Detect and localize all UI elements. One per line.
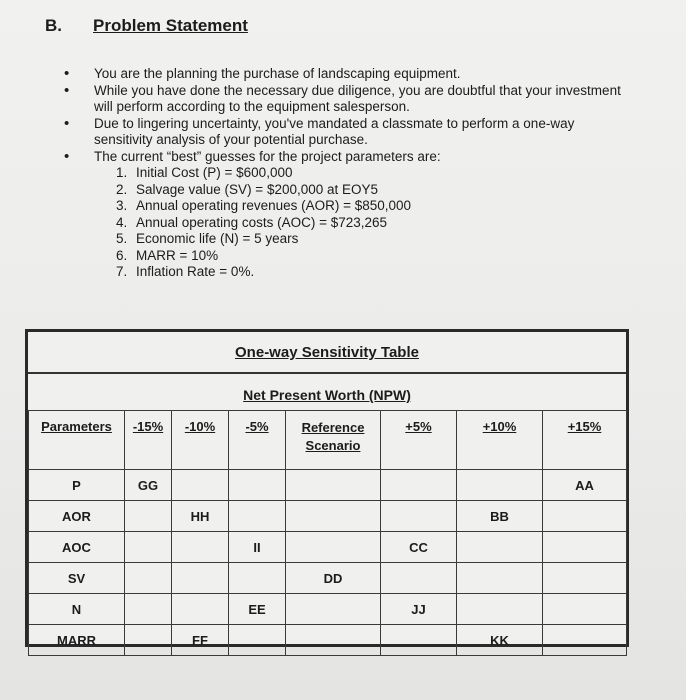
table-row <box>29 501 627 532</box>
table-cell: GG <box>125 470 172 501</box>
table-cell <box>381 501 457 532</box>
table-cell <box>229 470 286 501</box>
section-title: Problem Statement <box>93 16 248 35</box>
table-cell: EE <box>229 594 286 625</box>
parameter-number: 6. <box>116 247 128 263</box>
sensitivity-grid <box>28 410 627 656</box>
table-cell <box>286 594 381 625</box>
column-header: Parameters <box>29 411 125 470</box>
parameter-item <box>116 165 624 182</box>
table-row <box>29 594 627 625</box>
parameter-item <box>116 264 624 281</box>
column-header: -15% <box>125 411 172 470</box>
column-header: Reference Scenario <box>286 411 381 470</box>
parameter-item <box>116 182 624 199</box>
row-label: N <box>29 594 125 625</box>
parameter-item <box>116 215 624 232</box>
table-row <box>29 625 627 656</box>
parameter-item <box>116 231 624 248</box>
table-row <box>29 470 627 501</box>
parameter-text: Salvage value (SV) = $200,000 at EOY5 <box>136 181 379 197</box>
table-cell <box>381 563 457 594</box>
row-label: AOC <box>29 532 125 563</box>
bullet-list <box>64 66 624 281</box>
table-cell <box>172 532 229 563</box>
table-title: One-way Sensitivity Table <box>235 344 419 361</box>
section-letter: B. <box>45 16 62 35</box>
table-cell <box>381 625 457 656</box>
parameter-number: 7. <box>116 264 128 279</box>
sensitivity-table <box>25 329 629 647</box>
parameter-text: MARR = 10% <box>136 247 219 263</box>
row-label: AOR <box>29 501 125 532</box>
table-cell <box>229 563 286 594</box>
parameter-text: Inflation Rate = 0%. <box>136 264 255 279</box>
column-header: -5% <box>229 411 286 470</box>
table-cell <box>457 532 543 563</box>
parameter-number: 5. <box>116 231 128 246</box>
parameter-item <box>116 248 624 265</box>
table-cell <box>543 625 627 656</box>
table-cell <box>125 563 172 594</box>
table-cell: KK <box>457 625 543 656</box>
table-cell <box>125 532 172 563</box>
table-cell <box>125 625 172 656</box>
table-cell <box>286 625 381 656</box>
table-cell <box>172 563 229 594</box>
parameter-number: 4. <box>116 214 128 230</box>
table-cell: II <box>229 532 286 563</box>
table-cell <box>125 594 172 625</box>
table-cell <box>543 563 627 594</box>
table-cell: AA <box>543 470 627 501</box>
parameter-text: Annual operating costs (AOC) = $723,265 <box>136 214 388 230</box>
row-label: SV <box>29 563 125 594</box>
table-header-row <box>29 411 627 470</box>
table-cell: DD <box>286 563 381 594</box>
table-cell <box>286 501 381 532</box>
table-divider <box>28 372 626 374</box>
table-row <box>29 563 627 594</box>
table-cell: FF <box>172 625 229 656</box>
row-label: P <box>29 470 125 501</box>
table-cell <box>125 501 172 532</box>
column-header: +10% <box>457 411 543 470</box>
parameter-item <box>116 198 624 215</box>
bullet-item: • You are the planning the purchase of landscaping equipment. <box>64 66 624 83</box>
table-row <box>29 532 627 563</box>
table-cell: BB <box>457 501 543 532</box>
table-cell <box>381 470 457 501</box>
table-cell <box>543 501 627 532</box>
parameter-number: 1. <box>116 165 128 180</box>
table-cell <box>229 501 286 532</box>
bullet-item: • The current “best” guesses for the project parameters are: <box>64 149 624 166</box>
table-cell <box>286 470 381 501</box>
parameter-text: Annual operating revenues (AOR) = $850,000 <box>136 198 412 213</box>
bullet-item: • Due to lingering uncertainty, you've mandated a classmate to perform a one-way sensitivity analysis of your potential purchase. <box>64 116 624 149</box>
table-cell: HH <box>172 501 229 532</box>
parameter-number: 2. <box>116 181 128 197</box>
table-cell <box>172 594 229 625</box>
column-header: +15% <box>543 411 627 470</box>
parameter-text: Economic life (N) = 5 years <box>136 231 299 246</box>
column-header: -10% <box>172 411 229 470</box>
table-cell <box>229 625 286 656</box>
table-cell: JJ <box>381 594 457 625</box>
table-cell <box>543 532 627 563</box>
table-cell <box>286 532 381 563</box>
parameter-number: 3. <box>116 198 128 213</box>
row-label: MARR <box>29 625 125 656</box>
table-cell <box>457 594 543 625</box>
table-cell <box>457 563 543 594</box>
column-header: +5% <box>381 411 457 470</box>
parameter-list <box>64 165 624 281</box>
table-cell <box>457 470 543 501</box>
bullet-item: • While you have done the necessary due diligence, you are doubtful that your investment will perform according to the equipment salesperson. <box>64 83 624 116</box>
table-cell <box>172 470 229 501</box>
table-cell: CC <box>381 532 457 563</box>
table-cell <box>543 594 627 625</box>
parameter-text: Initial Cost (P) = $600,000 <box>136 165 293 180</box>
table-subtitle: Net Present Worth (NPW) <box>243 387 411 403</box>
